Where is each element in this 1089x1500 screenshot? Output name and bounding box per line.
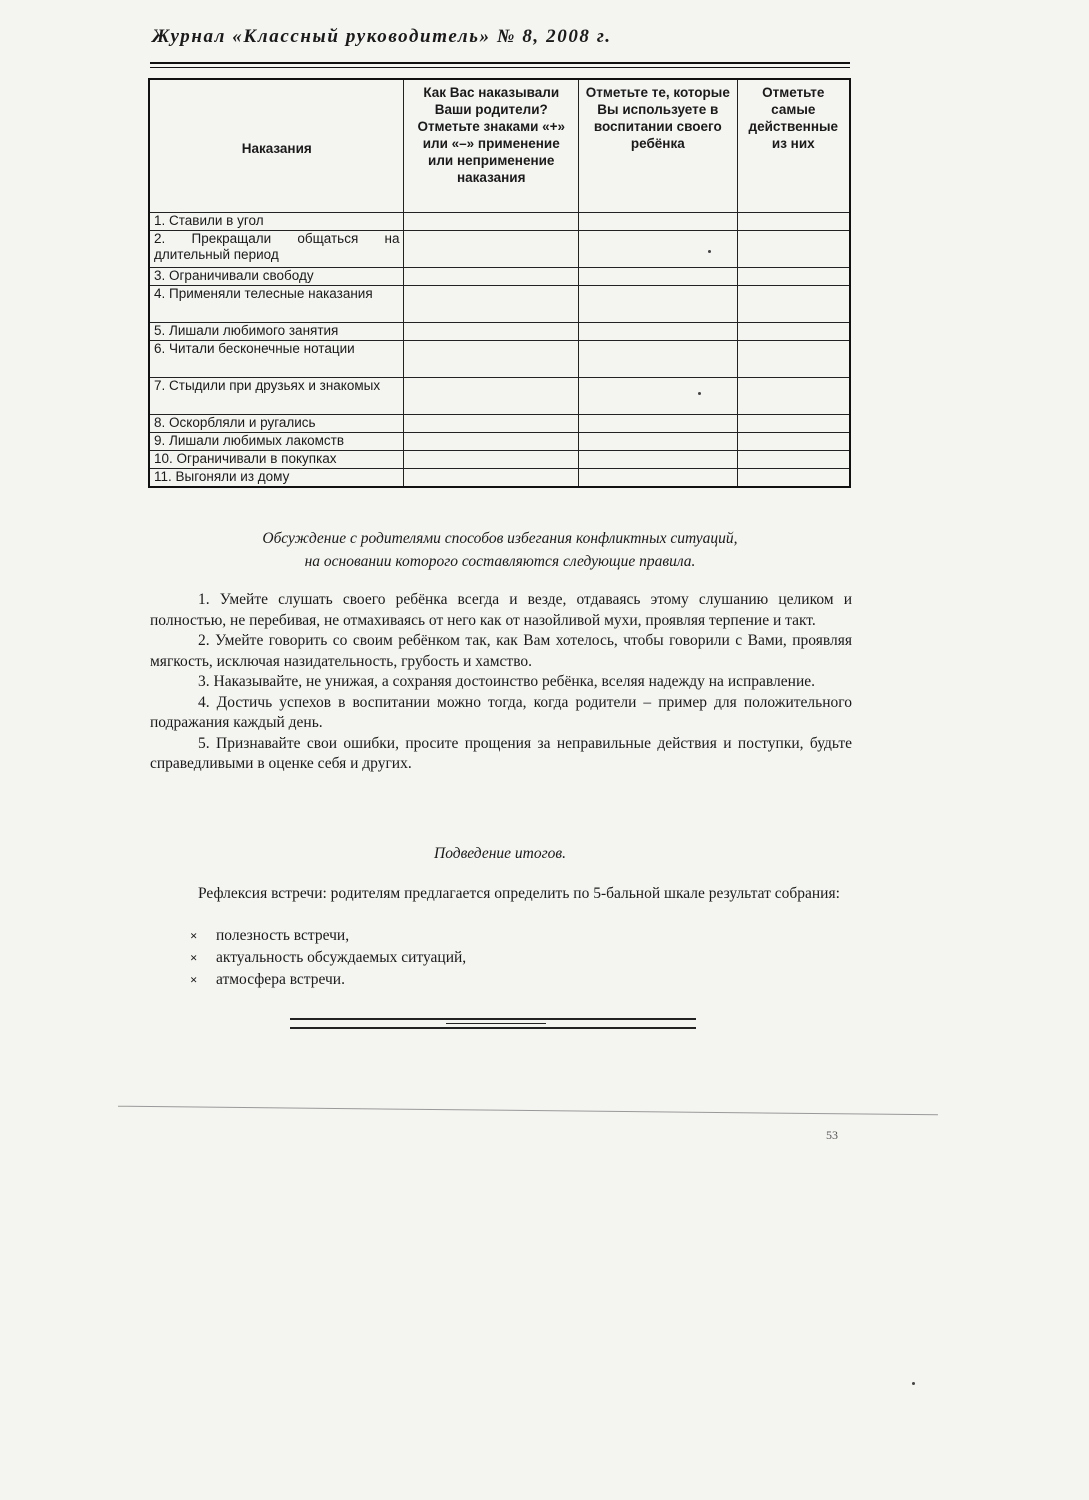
discussion-caption bbox=[150, 527, 850, 573]
caption-line: Обсуждение с родителями способов избегания конфликтных ситуаций, bbox=[262, 530, 738, 547]
end-rule-long bbox=[290, 1018, 696, 1020]
list-item-text: полезность встречи, bbox=[216, 927, 350, 944]
mark-cell[interactable] bbox=[737, 231, 850, 268]
header-rule-thick bbox=[150, 62, 850, 64]
rule-paragraph: 4. Достичь успехов в воспитании можно тогда, когда родители – пример для положительного подражания каждый день. bbox=[150, 693, 852, 731]
column-header-parents-punished: Как Вас наказывали Ваши родители? Отметьте знаками «+» или «–» применение или неприменение наказания bbox=[404, 79, 579, 213]
scan-speck bbox=[708, 250, 711, 253]
mark-cell[interactable] bbox=[737, 378, 850, 415]
criteria-list bbox=[190, 925, 466, 991]
page-number: 53 bbox=[826, 1128, 838, 1142]
mark-cell[interactable] bbox=[579, 469, 738, 488]
rule-paragraph: 2. Умейте говорить со своим ребёнком так, как Вам хотелось, чтобы говорили с Вами, проявляя мягкость, исключая назидательность, грубость и хамство. bbox=[150, 632, 852, 670]
row-label: 10. Ограничивали в покупках bbox=[149, 451, 404, 469]
list-item bbox=[190, 925, 466, 947]
end-rule-short bbox=[290, 1027, 696, 1029]
cross-bullet-icon: × bbox=[190, 972, 198, 987]
mark-cell[interactable] bbox=[737, 286, 850, 323]
table-row bbox=[149, 268, 850, 286]
rule-paragraph: 3. Наказывайте, не унижая, а сохраняя достоинство ребёнка, вселяя надежду на исправление. bbox=[198, 673, 815, 690]
header-rule-thin bbox=[150, 67, 850, 68]
mark-cell[interactable] bbox=[404, 286, 579, 323]
row-label: 6. Читали бесконечные нотации bbox=[149, 341, 404, 378]
table-row bbox=[149, 231, 850, 268]
table-row bbox=[149, 323, 850, 341]
mark-cell[interactable] bbox=[737, 451, 850, 469]
mark-cell[interactable] bbox=[404, 433, 579, 451]
list-item-text: актуальность обсуждаемых ситуаций, bbox=[216, 949, 467, 966]
list-item bbox=[190, 969, 466, 991]
row-label: 11. Выгоняли из дому bbox=[149, 469, 404, 488]
table-row bbox=[149, 378, 850, 415]
mark-cell[interactable] bbox=[404, 341, 579, 378]
mark-cell[interactable] bbox=[404, 231, 579, 268]
row-label: 9. Лишали любимых лакомств bbox=[149, 433, 404, 451]
table-header-row bbox=[149, 79, 850, 213]
mark-cell[interactable] bbox=[579, 415, 738, 433]
table-row bbox=[149, 451, 850, 469]
caption-line: на основании которого составляются следующие правила. bbox=[304, 553, 696, 570]
mark-cell[interactable] bbox=[579, 268, 738, 286]
table-row bbox=[149, 415, 850, 433]
row-label: 8. Оскорбляли и ругались bbox=[149, 415, 404, 433]
punishment-survey-table bbox=[148, 78, 851, 488]
mark-cell[interactable] bbox=[737, 213, 850, 231]
end-rule-mid bbox=[446, 1023, 546, 1024]
mark-cell[interactable] bbox=[579, 341, 738, 378]
rule-paragraph: 5. Признавайте свои ошибки, просите прощения за неправильные действия и поступки, будьте справедливыми в оценке себя и других. bbox=[150, 734, 852, 772]
row-label: 5. Лишали любимого занятия bbox=[149, 323, 404, 341]
mark-cell[interactable] bbox=[737, 469, 850, 488]
mark-cell[interactable] bbox=[404, 213, 579, 231]
footer-rule bbox=[118, 1106, 938, 1116]
list-item bbox=[190, 947, 466, 969]
scan-speck bbox=[698, 392, 701, 395]
cross-bullet-icon: × bbox=[190, 928, 198, 943]
table-row bbox=[149, 286, 850, 323]
table-row bbox=[149, 469, 850, 488]
mark-cell[interactable] bbox=[579, 433, 738, 451]
mark-cell[interactable] bbox=[737, 433, 850, 451]
mark-cell[interactable] bbox=[404, 323, 579, 341]
mark-cell[interactable] bbox=[579, 323, 738, 341]
rule-paragraph: 1. Умейте слушать своего ребёнка всегда и везде, отдаваясь этому слушанию целиком и полностью, не перебивая, не отмахиваясь от него как от назойливой мухи, проявляя терпение и такт. bbox=[150, 591, 852, 629]
mark-cell[interactable] bbox=[737, 268, 850, 286]
mark-cell[interactable] bbox=[404, 378, 579, 415]
mark-cell[interactable] bbox=[404, 415, 579, 433]
row-label: 2. Прекращали общаться на длительный период bbox=[149, 231, 404, 268]
mark-cell[interactable] bbox=[404, 469, 579, 488]
table-row bbox=[149, 213, 850, 231]
table-row bbox=[149, 341, 850, 378]
mark-cell[interactable] bbox=[579, 213, 738, 231]
mark-cell[interactable] bbox=[404, 268, 579, 286]
row-label: 4. Применяли телесные наказания bbox=[149, 286, 404, 323]
mark-cell[interactable] bbox=[579, 231, 738, 268]
mark-cell[interactable] bbox=[737, 415, 850, 433]
mark-cell[interactable] bbox=[737, 323, 850, 341]
mark-cell[interactable] bbox=[579, 378, 738, 415]
table-row bbox=[149, 433, 850, 451]
summary-heading: Подведение итогов. bbox=[434, 845, 566, 862]
rules-list bbox=[150, 590, 852, 775]
mark-cell[interactable] bbox=[579, 451, 738, 469]
column-header-you-use: Отметьте те, которые Вы используете в воспитании своего ребёнка bbox=[579, 79, 738, 213]
row-label: 7. Стыдили при друзьях и знакомых bbox=[149, 378, 404, 415]
cross-bullet-icon: × bbox=[190, 950, 198, 965]
mark-cell[interactable] bbox=[404, 451, 579, 469]
row-label: 3. Ограничивали свободу bbox=[149, 268, 404, 286]
column-header-punishments: Наказания bbox=[149, 79, 404, 213]
row-label: 1. Ставили в угол bbox=[149, 213, 404, 231]
list-item-text: атмосфера встречи. bbox=[216, 971, 345, 988]
scan-speck bbox=[912, 1382, 915, 1385]
mark-cell[interactable] bbox=[579, 286, 738, 323]
journal-header: Журнал «Классный руководитель» № 8, 2008 г. bbox=[152, 26, 612, 47]
reflection-paragraph: Рефлексия встречи: родителям предлагается определить по 5-бальной шкале результат собрания: bbox=[198, 885, 840, 902]
column-header-most-effective: Отметьте самые действенные из них bbox=[737, 79, 850, 213]
mark-cell[interactable] bbox=[737, 341, 850, 378]
